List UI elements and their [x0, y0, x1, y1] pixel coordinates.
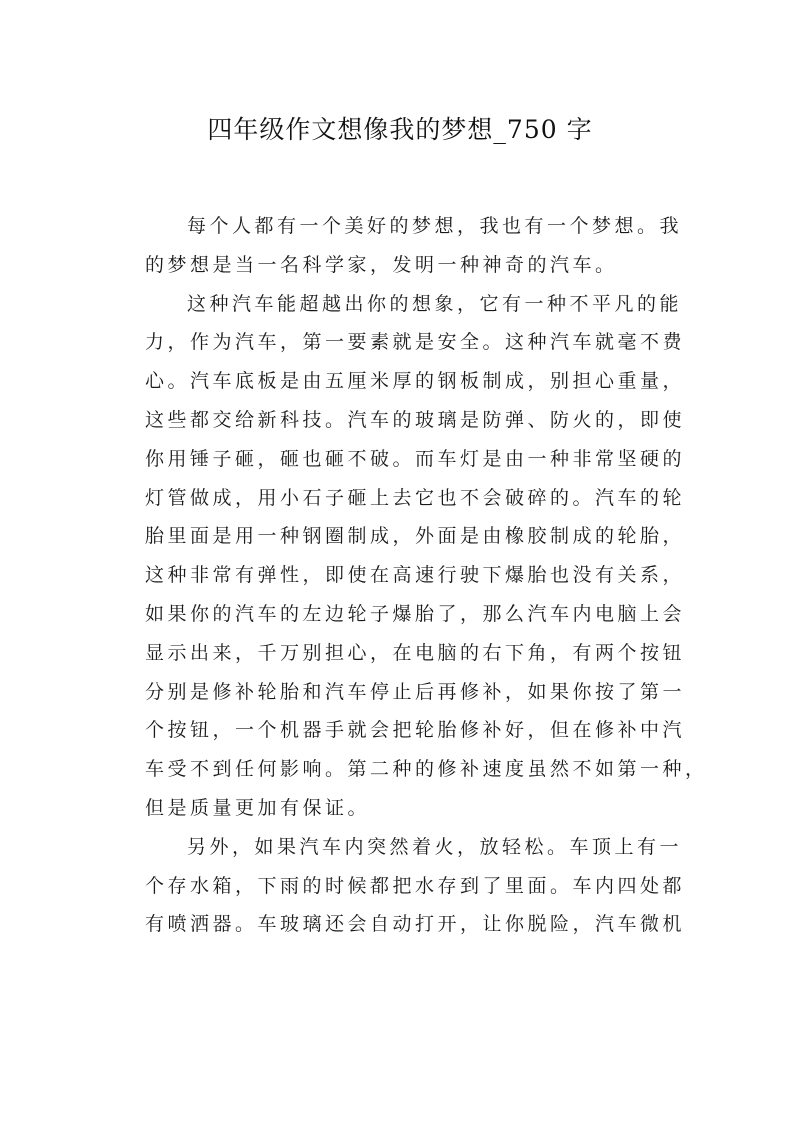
paragraph-2-line-10: 显示出来，千万别担心，在电脑的右下角，有两个按钮	[145, 641, 686, 664]
paragraph-3-line-3: 有喷洒器。车玻璃还会自动打开，让你脱险，汽车微机	[145, 913, 686, 936]
paragraph-2-line-3: 心。汽车底板是由五厘米厚的钢板制成，别担心重量，	[145, 370, 686, 393]
document-body	[145, 207, 708, 944]
document-title: 四年级作文想像我的梦想_750 字	[207, 115, 593, 144]
paragraph-2-line-1: 这种汽车能超越出你的想象，它有一种不平凡的能	[187, 292, 683, 315]
paragraph-2-line-7: 胎里面是用一种钢圈制成，外面是由橡胶制成的轮胎，	[145, 525, 686, 548]
paragraph-1-line-2: 的梦想是当一名科学家，发明一种神奇的汽车。	[145, 253, 618, 276]
paragraph-1-line-1: 每个人都有一个美好的梦想，我也有一个梦想。我	[187, 215, 683, 237]
paragraph-2-line-6: 灯管做成，用小石子砸上去它也不会破碎的。汽车的轮	[145, 486, 686, 509]
paragraph-2-line-2: 力，作为汽车，第一要素就是安全。这种汽车就毫不费	[145, 331, 686, 354]
paragraph-2-line-11: 分别是修补轮胎和汽车停止后再修补，如果你按了第一	[145, 680, 686, 703]
paragraph-2-line-12: 个按钮，一个机器手就会把轮胎修补好，但在修补中汽	[145, 719, 686, 742]
paragraph-2-line-5: 你用锤子砸，砸也砸不破。而车灯是由一种非常坚硬的	[145, 447, 686, 470]
paragraph-3-line-1: 另外，如果汽车内突然着火，放轻松。车顶上有一	[187, 835, 683, 858]
paragraph-2-line-14: 但是质量更加有保证。	[145, 796, 371, 819]
paragraph-2-line-4: 这些都交给新科技。汽车的玻璃是防弹、防火的，即使	[145, 408, 686, 431]
paragraph-3-line-2: 个存水箱，下雨的时候都把水存到了里面。车内四处都	[145, 874, 686, 897]
paragraph-2-line-8: 这种非常有弹性，即使在高速行驶下爆胎也没有关系，	[145, 564, 686, 587]
paragraph-2-line-9: 如果你的汽车的左边轮子爆胎了，那么汽车内电脑上会	[145, 602, 686, 625]
paragraph-2-line-13: 车受不到任何影响。第二种的修补速度虽然不如第一种，	[145, 758, 708, 781]
